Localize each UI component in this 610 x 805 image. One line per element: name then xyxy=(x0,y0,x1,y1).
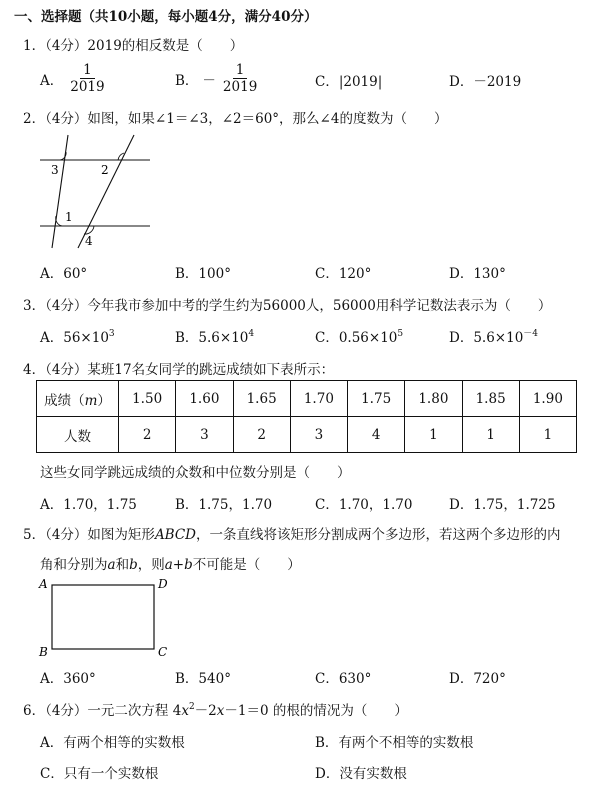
q3-option-b[interactable] xyxy=(175,326,254,346)
table-cell: 1.65 xyxy=(233,381,290,417)
q6-var-x: x xyxy=(216,703,225,719)
question-4-stem: 4．（4分）某班17名女同学的跳远成绩如下表所示： xyxy=(23,362,335,378)
table-cell: 4 xyxy=(348,417,405,453)
table-cell: 3 xyxy=(290,417,347,453)
table-cell: 1.75 xyxy=(348,381,405,417)
vertex-label-c: C xyxy=(158,645,168,659)
long-jump-score-table xyxy=(36,380,577,453)
parallel-lines-figure xyxy=(36,130,156,250)
table-header-score-pre: 成绩（ xyxy=(44,392,85,409)
q5-option-c[interactable]: C．630° xyxy=(315,671,372,687)
q4-option-b[interactable]: B．1.75，1.70 xyxy=(175,497,273,513)
transversal-right xyxy=(78,135,134,248)
q5-var-b: b xyxy=(129,557,138,573)
q4-option-d[interactable]: D．1.75，1.725 xyxy=(449,497,556,513)
table-cell: 1.85 xyxy=(462,381,519,417)
q3-option-b-base: B．5.6×10 xyxy=(175,330,249,346)
table-cell: 1.70 xyxy=(290,381,347,417)
table-cell: 1 xyxy=(462,417,519,453)
q3-option-c[interactable] xyxy=(315,326,403,346)
q1-option-b[interactable] xyxy=(175,62,260,95)
q5-stem-text: ，一条直线将该矩形分割成两个多边形，若这两个多边形的内 xyxy=(196,527,561,543)
q4-option-a[interactable]: A．1.70，1.75 xyxy=(40,497,137,513)
q6-stem-text: －1＝0 的根的情况为（ ） xyxy=(224,703,408,719)
q5-option-d[interactable]: D．720° xyxy=(449,671,506,687)
q3-option-d[interactable] xyxy=(449,326,538,346)
rectangle-abcd xyxy=(52,585,154,649)
q6-stem-text: 6．（4分）一元二次方程 4 xyxy=(23,703,182,719)
q5-rectangle-name: ABCD xyxy=(154,527,197,543)
section-title: 一、选择题（共10小题，每小题4分，满分40分） xyxy=(14,9,318,25)
q5-var-a: a xyxy=(107,557,116,573)
q6-exponent: 2 xyxy=(188,702,195,712)
table-header-count: 人数 xyxy=(37,417,119,453)
table-cell: 1.90 xyxy=(519,381,576,417)
angle-label-1: 1 xyxy=(65,210,73,224)
table-cell: 1 xyxy=(405,417,462,453)
q5-stem-text: 和 xyxy=(115,557,130,573)
q2-option-c[interactable]: C．120° xyxy=(315,266,372,282)
q5-stem-text: 5．（4分）如图为矩形 xyxy=(23,527,155,543)
angle-label-2: 2 xyxy=(101,163,109,177)
table-row-scores xyxy=(37,381,577,417)
q1-option-a[interactable] xyxy=(40,62,108,95)
q1-option-a-denominator: 2019 xyxy=(70,79,105,95)
q1-option-b-label: B． xyxy=(175,72,199,89)
q6-stem-text: －2 xyxy=(194,703,217,719)
q3-option-c-base: C．0.56×10 xyxy=(315,330,398,346)
q1-option-b-sign: － xyxy=(202,72,216,89)
q3-option-a-exponent: 3 xyxy=(108,329,115,339)
q1-option-a-numerator: 1 xyxy=(80,62,95,79)
q6-option-b[interactable]: B．有两个不相等的实数根 xyxy=(315,735,474,751)
table-row-counts xyxy=(37,417,577,453)
q3-option-d-exponent: －4 xyxy=(523,329,539,339)
transversal-left xyxy=(52,135,68,248)
q2-option-b[interactable]: B．100° xyxy=(175,266,231,282)
vertex-label-a: A xyxy=(39,577,48,591)
vertex-label-b: B xyxy=(39,645,48,659)
q2-option-d[interactable]: D．130° xyxy=(449,266,506,282)
question-4-followup: 这些女同学跳远成绩的众数和中位数分别是（ ） xyxy=(40,465,351,481)
table-cell: 1.50 xyxy=(119,381,176,417)
table-cell: 3 xyxy=(176,417,233,453)
table-cell: 2 xyxy=(119,417,176,453)
question-5-stem-line1 xyxy=(23,523,561,543)
angle-label-3: 3 xyxy=(51,163,59,177)
q1-option-c[interactable]: C．|2019| xyxy=(315,74,383,90)
q2-option-a[interactable]: A．60° xyxy=(40,266,88,282)
question-5-stem-line2 xyxy=(40,553,301,573)
question-3-stem: 3．（4分）今年我市参加中考的学生约为56000人，56000用科学记数法表示为（ ） xyxy=(23,298,552,314)
q5-stem-text: 角和分别为 xyxy=(40,557,108,573)
q6-option-d[interactable]: D．没有实数根 xyxy=(315,766,407,782)
table-header-score xyxy=(37,381,119,417)
q3-option-d-base: D．5.6×10 xyxy=(449,330,524,346)
angle-label-4: 4 xyxy=(85,234,93,248)
q5-option-a[interactable]: A．360° xyxy=(40,671,96,687)
q5-var-sum: a+b xyxy=(164,557,193,573)
rectangle-abcd-figure xyxy=(36,574,176,660)
q3-option-a-base: A．56×10 xyxy=(40,330,109,346)
q6-option-a[interactable]: A．有两个相等的实数根 xyxy=(40,735,185,751)
q1-option-b-denominator: 2019 xyxy=(222,79,258,95)
q3-option-b-exponent: 4 xyxy=(248,329,255,339)
q1-option-d[interactable]: D．－2019 xyxy=(449,74,522,90)
q5-option-b[interactable]: B．540° xyxy=(175,671,231,687)
q1-option-a-label: A． xyxy=(40,72,64,89)
question-2-stem: 2．（4分）如图，如果∠1＝∠3，∠2＝60°，那么∠4的度数为（ ） xyxy=(23,111,448,127)
table-header-score-post: ） xyxy=(97,392,111,409)
question-6-stem xyxy=(23,699,408,719)
q4-option-c[interactable]: C．1.70，1.70 xyxy=(315,497,413,513)
q3-option-a[interactable] xyxy=(40,326,115,346)
q5-stem-text: ，则 xyxy=(137,557,165,573)
q5-stem-text: 不可能是（ ） xyxy=(192,557,301,573)
table-cell: 2 xyxy=(233,417,290,453)
vertex-label-d: D xyxy=(158,577,168,591)
table-cell: 1 xyxy=(519,417,576,453)
table-header-score-unit: m xyxy=(84,392,98,409)
q6-option-c[interactable]: C．只有一个实数根 xyxy=(40,766,159,782)
question-1-stem: 1．（4分）2019的相反数是（ ） xyxy=(23,38,244,54)
q3-option-c-exponent: 5 xyxy=(397,329,404,339)
table-cell: 1.80 xyxy=(405,381,462,417)
q6-var-x: x xyxy=(181,703,189,719)
q1-option-b-numerator: 1 xyxy=(233,62,248,79)
table-cell: 1.60 xyxy=(176,381,233,417)
